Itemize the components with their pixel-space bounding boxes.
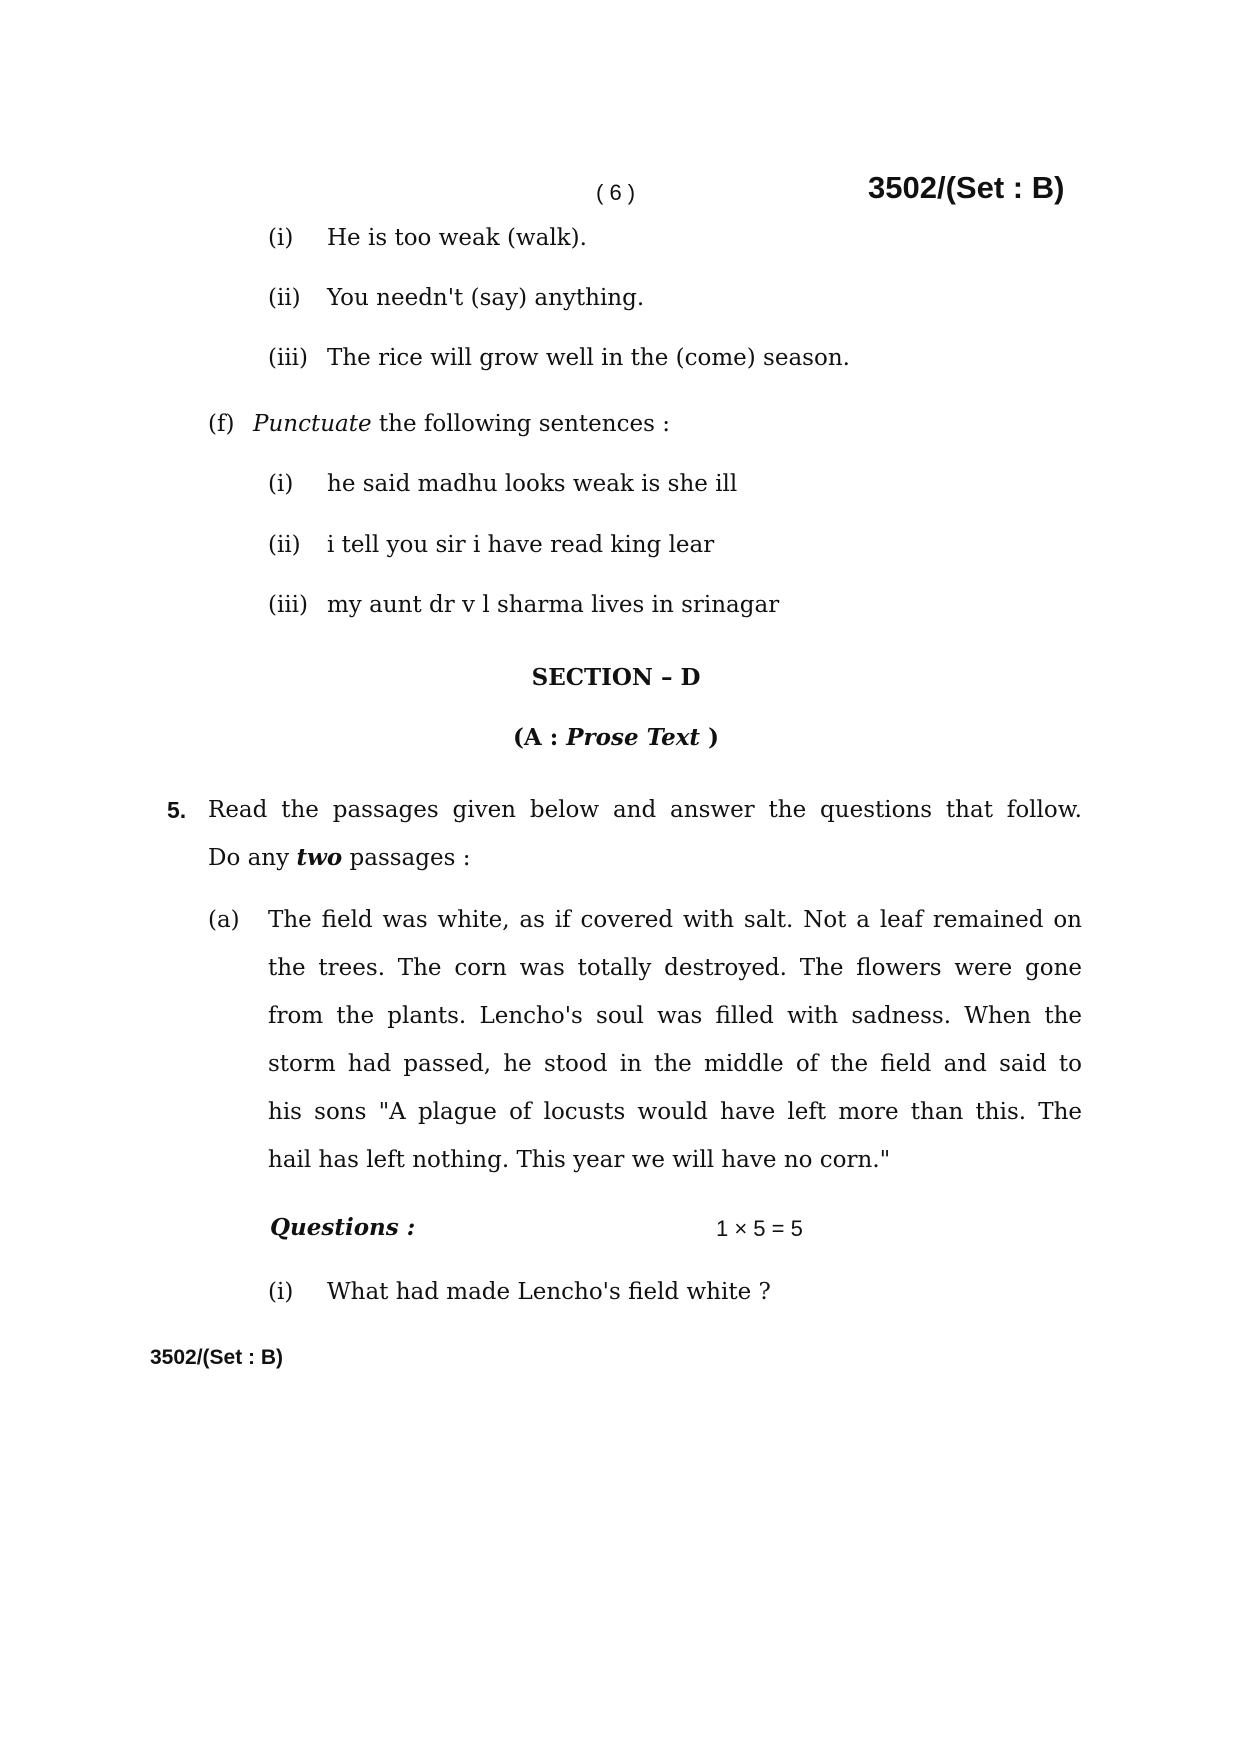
item-text: The rice will grow well in the (come) season. [327, 345, 850, 371]
questions-label: Questions : [270, 1214, 416, 1241]
section-subtitle [0, 724, 1232, 751]
question-instruction [208, 786, 1082, 882]
item-number: (ii) [268, 285, 301, 311]
item-number: (iii) [268, 592, 309, 618]
passage-line: his sons "A plague of locusts would have left more than this. The [268, 1099, 1082, 1125]
subtitle-close: ) [700, 724, 719, 751]
item-number: (ii) [268, 532, 301, 558]
part-f-label: (f) [208, 411, 235, 437]
paper-code-footer: 3502/(Set : B) [150, 1346, 284, 1369]
item-number: (i) [268, 225, 294, 251]
instruction-line: Read the passages given below and answer the questions that follow. [208, 797, 1082, 823]
passage-text [268, 896, 1082, 1184]
passage-line: the trees. The corn was totally destroyed. The flowers were gone [268, 955, 1082, 981]
instruction-line: Do any two passages : [208, 844, 471, 871]
item-text: he said madhu looks weak is she ill [327, 471, 738, 497]
marks-allocation: 1 × 5 = 5 [716, 1216, 803, 1241]
item-text: my aunt dr v l sharma lives in srinagar [327, 592, 780, 618]
instruction-text: the following sentences : [378, 411, 670, 437]
item-number: (i) [268, 471, 294, 497]
sub-question-text: What had made Lencho's field white ? [327, 1279, 771, 1305]
instruction-emphasis: Punctuate [253, 411, 372, 437]
subtitle-emphasis: Prose Text [566, 724, 701, 751]
paper-code-header: 3502/(Set : B) [868, 170, 1065, 205]
passage-line: The field was white, as if covered with salt. Not a leaf remained on [268, 907, 1082, 933]
passage-line: from the plants. Lencho's soul was filled with sadness. When the [268, 1003, 1082, 1029]
passage-label: (a) [208, 907, 240, 933]
section-title: SECTION – D [531, 664, 701, 691]
two-emphasis: two [296, 844, 343, 871]
item-number: (iii) [268, 345, 309, 371]
item-text: i tell you sir i have read king lear [327, 532, 715, 558]
passage-line: hail has left nothing. This year we will have no corn." [268, 1147, 891, 1173]
question-number: 5. [167, 797, 187, 823]
item-text: You needn't (say) anything. [327, 285, 645, 311]
subtitle-open: (A : [513, 724, 567, 751]
item-text: He is too weak (walk). [327, 225, 587, 251]
page-number: ( 6 ) [596, 180, 636, 205]
sub-question-number: (i) [268, 1279, 294, 1305]
part-f-instruction [253, 410, 670, 438]
passage-line: storm had passed, he stood in the middle of the field and said to [268, 1051, 1082, 1077]
